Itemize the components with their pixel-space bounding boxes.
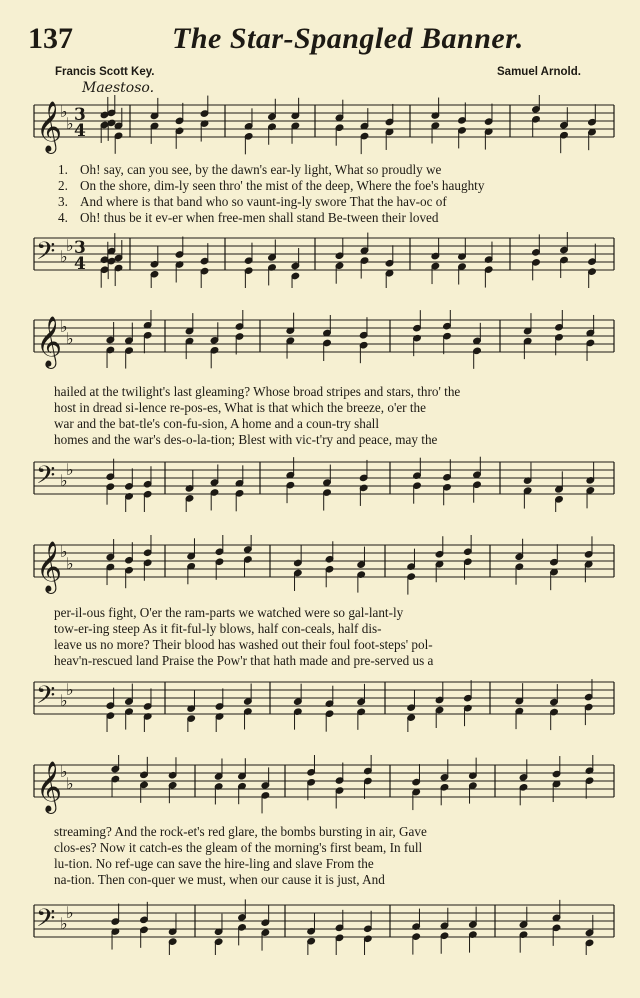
treble-staff-system-3 <box>0 535 640 595</box>
svg-text:♭: ♭ <box>60 542 68 561</box>
svg-text:♭: ♭ <box>66 680 74 699</box>
lyric-line: homes and the war's des-o-la-tion; Blest with vic-t'ry and peace, may the <box>54 432 438 447</box>
svg-text:𝄞: 𝄞 <box>36 101 63 152</box>
svg-text:♭: ♭ <box>60 762 68 781</box>
author-credit: Francis Scott Key. <box>55 66 155 78</box>
bass-staff-system-3 <box>0 672 640 732</box>
svg-text:𝄞: 𝄞 <box>36 541 63 592</box>
svg-text:♭: ♭ <box>66 236 74 255</box>
treble-staff-system-4 <box>0 755 640 815</box>
lyric-line: per-il-ous fight, O'er the ram-parts we watched were so gal-lant-ly <box>54 605 404 620</box>
svg-text:♭: ♭ <box>66 329 74 348</box>
tempo-marking: Maestoso. <box>82 80 155 96</box>
treble-staff-system-1 <box>0 95 640 155</box>
svg-text:♭: ♭ <box>60 247 68 266</box>
svg-text:𝄢: 𝄢 <box>36 904 56 939</box>
svg-text:𝄢: 𝄢 <box>36 461 56 496</box>
lyric-line: host in dread si-lence re-pos-es, What is that which the breeze, o'er the <box>54 400 426 415</box>
lyric-line: na-tion. Then con-quer we must, when our cause it is just, And <box>54 872 385 887</box>
lyric-line: streaming? And the rock-et's red glare, the bombs bursting in air, Gave <box>54 824 427 839</box>
svg-text:♭: ♭ <box>60 317 68 336</box>
svg-text:𝄞: 𝄞 <box>36 316 63 367</box>
svg-text:♭: ♭ <box>66 774 74 793</box>
svg-text:♭: ♭ <box>66 114 74 133</box>
svg-text:3: 3 <box>74 238 86 258</box>
bass-staff-system-1 <box>0 228 640 288</box>
svg-text:𝄢: 𝄢 <box>36 681 56 716</box>
svg-text:♭: ♭ <box>66 554 74 573</box>
treble-staff-system-2 <box>0 310 640 370</box>
bass-staff-system-2 <box>0 452 640 512</box>
svg-text:♭: ♭ <box>66 903 74 922</box>
lyric-line: 3. And where is that band who so vaunt-ing-ly swore That the hav-oc of <box>58 194 447 209</box>
svg-text:♭: ♭ <box>60 914 68 933</box>
lyric-line: tow-er-ing steep As it fit-ful-ly blows, half con-ceals, half dis- <box>54 621 382 636</box>
svg-text:♭: ♭ <box>60 471 68 490</box>
bass-staff-system-4 <box>0 895 640 955</box>
svg-text:♭: ♭ <box>60 691 68 710</box>
svg-text:4: 4 <box>74 254 86 274</box>
hymn-title: The Star-Spangled Banner. <box>172 22 524 55</box>
lyric-line: 4. Oh! thus be it ev-er when free-men shall stand Be-tween their loved <box>58 210 439 225</box>
lyric-line: clos-es? Now it catch-es the gleam of the morning's first beam, In full <box>54 840 423 855</box>
lyric-line: heav'n-rescued land Praise the Pow'r that hath made and pre-served us a <box>54 653 434 668</box>
svg-text:4: 4 <box>74 121 86 141</box>
lyric-line: leave us no more? Their blood has washed out their foul foot-steps' pol- <box>54 637 433 652</box>
svg-text:𝄢: 𝄢 <box>36 237 56 272</box>
svg-text:3: 3 <box>74 105 86 125</box>
hymn-number: 137 <box>28 22 73 55</box>
lyric-line: 2. On the shore, dim-ly seen thro' the mist of the deep, Where the foe's haughty <box>58 178 485 193</box>
svg-text:♭: ♭ <box>66 460 74 479</box>
lyric-line: war and the bat-tle's con-fu-sion, A home and a coun-try shall <box>54 416 380 431</box>
lyric-line: hailed at the twilight's last gleaming? Whose broad stripes and stars, thro' the <box>54 384 461 399</box>
lyric-line: lu-tion. No ref-uge can save the hire-ling and slave From the <box>54 856 374 871</box>
svg-text:♭: ♭ <box>60 102 68 121</box>
lyric-line: 1. Oh! say, can you see, by the dawn's ear-ly light, What so proudly we <box>58 162 442 177</box>
composer-credit: Samuel Arnold. <box>497 66 581 78</box>
svg-text:𝄞: 𝄞 <box>36 761 63 812</box>
